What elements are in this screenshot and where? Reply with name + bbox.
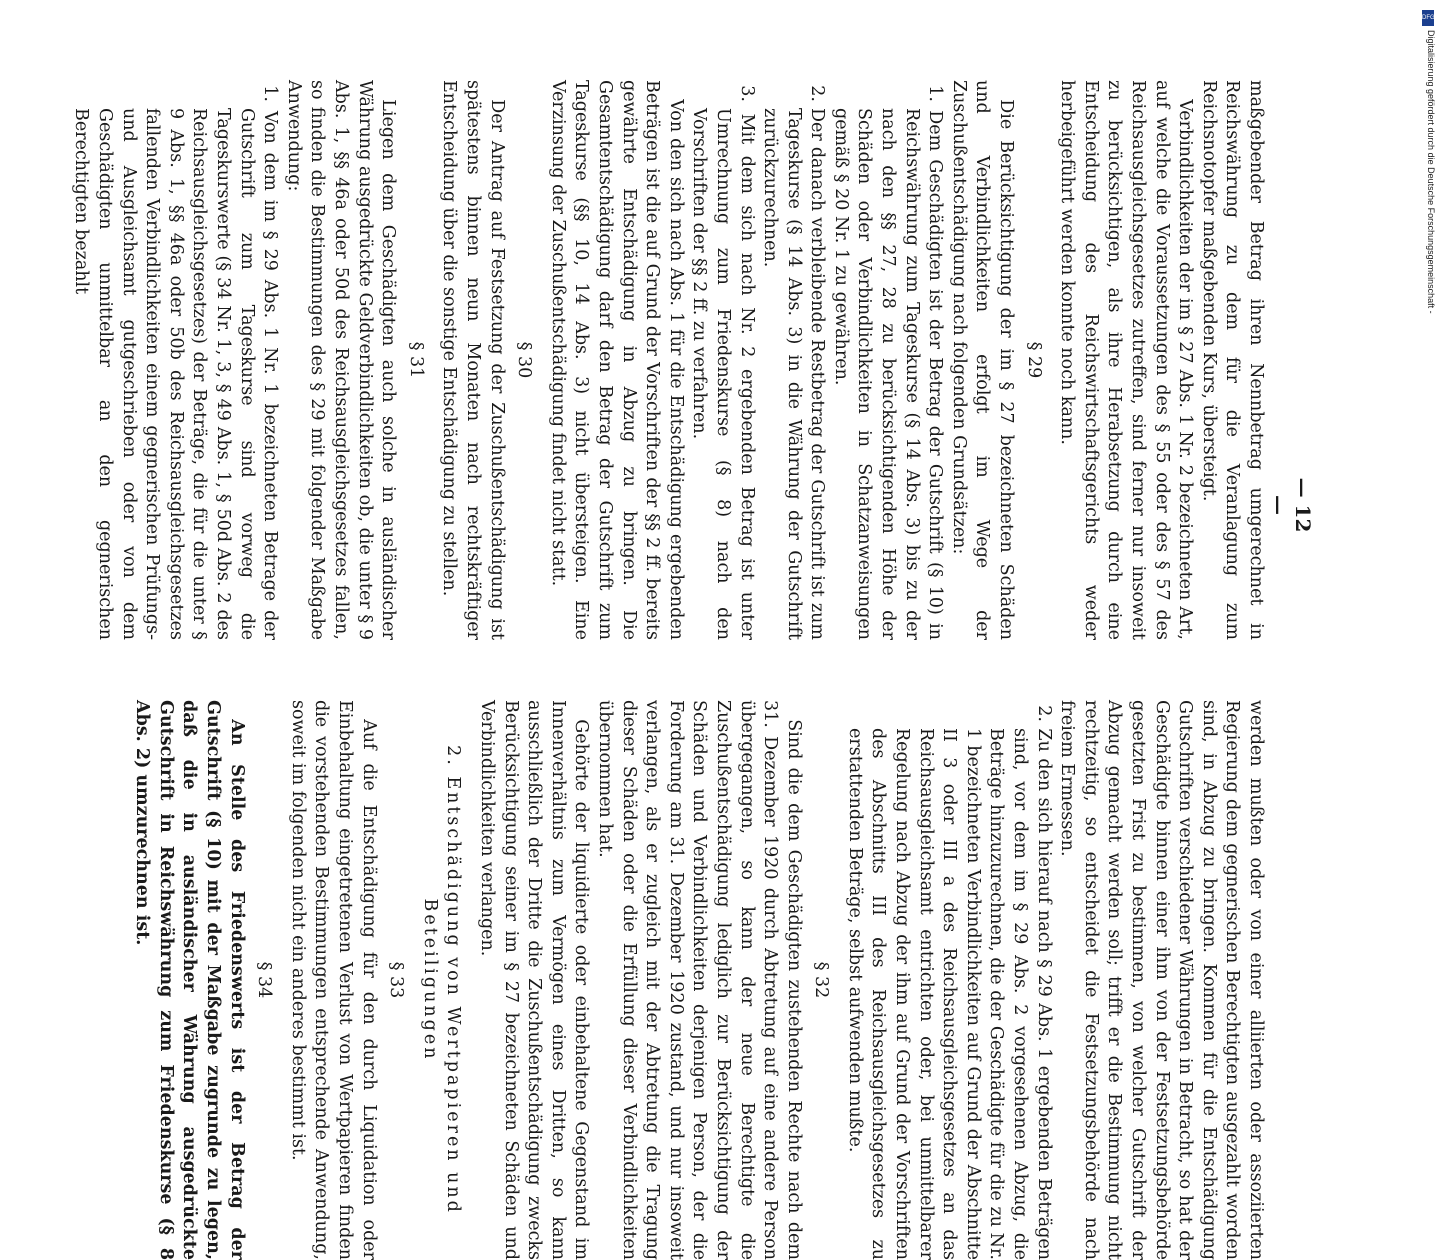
paragraph: Auf die Entschädigung für den durch Liquidation oder Einbehaltung eingetretenen Verlust von Wertpapieren finden die vorstehenden Bestimmungen entsprechende Anwendung, soweit im folgenden nicht ein anderes bestimmt ist. — [287, 700, 379, 1260]
section-heading: § 33 — [386, 961, 407, 999]
left-column — [71, 80, 1267, 640]
digitization-note — [1422, 10, 1436, 390]
right-column — [132, 700, 1267, 1260]
section-heading: § 29 — [1023, 341, 1044, 379]
paragraph: Der Antrag auf Festsetzung der Zuschußentschädigung ist spätestens binnen neun Monaten nach rechtskräftiger Entscheidung über die sonstige Entschädigung zu stellen. — [439, 80, 507, 640]
rotated-page — [71, 80, 1315, 1260]
paragraph: Sind die dem Geschädigten zustehenden Rechte nach dem 31. Dezember 1920 durch Abtretung auf eine andere Person übergegangen, so kann der neue Berechtigte die Zuschußentschädigung lediglich zur Berücksichtigung der Schäden und Verbindlichkeiten derjenigen Person, der die Forderung am 31. Dezember 1920 zustand, und nur insoweit verlangen, als er zugleich mit der Abtretung die Tragung dieser Schäden oder die Erfüllung dieser Verbindlichkeiten übernommen hat. — [594, 700, 804, 1260]
section-heading: § 30 — [514, 341, 535, 379]
list-item: 2. Zu den sich hierauf nach § 29 Abs. 1 ergebenden Beträgen sind, vor dem im § 29 Abs. 2 vorgesehenen Abzug, die Beträge hinzuzurechnen, die der Geschädigte für die zu Nr. 1 bezeichneten Verbindlichkeiten auf Grund der Abschnitte II 3 oder III a des Reichsausgleichsgesetzes an das Reichsausgleichsamt entrichten oder, bei unmittelbarer Regelung nach Abzug der ihm auf Grund der Vorschriften des Abschnitts III des Reichsausgleichsgesetzes zu erstattenden Beträge, selbst aufwenden mußte. — [844, 705, 1054, 1260]
paragraph: werden mußten oder von einer alliierten oder assoziierten Regierung dem gegnerischen Berechtigten ausgezahlt worden sind, in Abzug zu bringen. Kommen für die Entschädigung Gutschriften verschiedener Währungen in Betracht, so hat der Geschädigte binnen einer ihm von der Festsetzungsbehörde gesetzten Frist zu bestimmen, von welcher Gutschrift der Abzug gemacht werden soll; trifft er die Bestimmung nicht rechtzeitig, so entscheidet die Festsetzungsbehörde nach freiem Ermessen. — [1057, 700, 1266, 1260]
section-heading: § 34 — [254, 961, 275, 999]
paragraph: Liegen dem Geschädigten auch solche in ausländischer Währung ausgedrückte Geldverbindlichkeiten ob, die unter § 9 Abs. 1, §§ 46a oder 50d des Reichsausgleichsgesetzes fallen, so finden die Bestimmungen des § 29 mit folgender Maßgabe Anwendung: — [283, 80, 399, 640]
list-item: 1. Dem Geschädigten ist der Betrag der Gutschrift (§ 10) in Reichswährung zum Tageskurse (§ 14 Abs. 3) bis zu der nach den §§ 27, 28 zu berücksichtigenden Höhe der Schäden oder Verbindlichkeiten in Schatzanweisungen gemäß § 20 Nr. 1 zu gewähren. — [830, 85, 946, 640]
list-item: 2. Der danach verbleibende Restbetrag der Gutschrift ist zum Tageskurse (§ 14 Abs. 3) in die Währung der Gutschrift zurückzurechnen. — [760, 85, 828, 640]
digitization-text: Digitalisierung gefördert durch die Deutsche Forschungsgemeinschaft - — [1426, 30, 1436, 314]
paragraph: maßgebender Betrag ihren Nennbetrag umgerechnet in Reichswährung zu dem für die Veranlagung zum Reichsnotopfer maßgebenden Kurs, übersteigt. — [1198, 80, 1266, 640]
list-item: 1. Von dem im § 29 Abs. 1 Nr. 1 bezeichneten Betrage der Gutschrift zum Tageskurse sind vorweg die Tageskurswerte (§ 34 Nr. 1, 3, § 49 Abs. 1, § 50d Abs. 2 des Reichsausgleichsgesetzes) der Beträge, die für die unter § 9 Abs. 1, §§ 46a oder 50b des Reichsausgleichsgesetzes fallenden Verbindlichkeiten einem gegnerischen Prüfungs- und Ausgleichsamt gutgeschrieben oder von dem Geschädigten unmittelbar an den gegnerischen Berechtigten bezahlt — [71, 85, 281, 640]
dfg-logo: DFG — [1422, 10, 1434, 26]
paragraph: Die Berücksichtigung der im § 27 bezeichneten Schäden und Verbindlichkeiten erfolgt im Wege der Zuschußentschädigung nach folgenden Grundsätzen: — [948, 80, 1017, 640]
section-heading: § 31 — [405, 341, 426, 379]
page-number: — 12 — — [1267, 477, 1315, 533]
section-heading: § 32 — [811, 961, 832, 999]
paragraph: Von den sich nach Abs. 1 für die Entschädigung ergebenden Beträgen ist die auf Grund der Vorschriften der §§ 2 ff. bereits gewährte Entschädigung in Abzug zu bringen. Die Gesamtentschädigung darf den Betrag der Gutschrift zum Tageskurse (§§ 10, 14 Abs. 3) nicht übersteigen. Eine Verzinsung der Zuschußentschädigung findet nicht statt. — [547, 80, 686, 640]
list-item: 3. Mit dem sich nach Nr. 2 ergebenden Betrag ist unter Umrechnung zum Friedenskurse (§ 8) nach den Vorschriften der §§ 2 ff. zu verfahren. — [689, 85, 757, 640]
paragraph: Verbindlichkeiten der im § 27 Abs. 1 Nr. 2 bezeichneten Art, auf welche die Voraussetzungen des § 55 oder des § 57 des Reichsausgleichsgesetzes zutreffen, sind ferner nur insoweit zu berücksichtigen, als ihre Herabsetzung durch eine Entscheidung des Reichswirtschaftsgerichts weder herbeigeführt werden konnte noch kann. — [1057, 80, 1196, 640]
paragraph: An Stelle des Friedenswerts ist der Betrag der Gutschrift (§ 10) mit der Maßgabe zugrunde zu legen, daß die in ausländischer Währung ausgedrückte Gutschrift in Reichswährung zum Friedenskurse (§ 8 Abs. 2) umzurechnen ist. — [132, 700, 247, 1260]
chapter-heading: 2. Entschädigung von Wertpapieren und Beteiligungen — [419, 745, 464, 1215]
paragraph: Gehörte der liquidierte oder einbehaltene Gegenstand im Innenverhältnis zum Vermögen eines Dritten, so kann ausschließlich der Dritte die Zuschußentschädigung zwecks Berücksichtigung seiner im § 27 bezeichneten Schäden und Verbindlichkeiten verlangen. — [477, 700, 592, 1260]
